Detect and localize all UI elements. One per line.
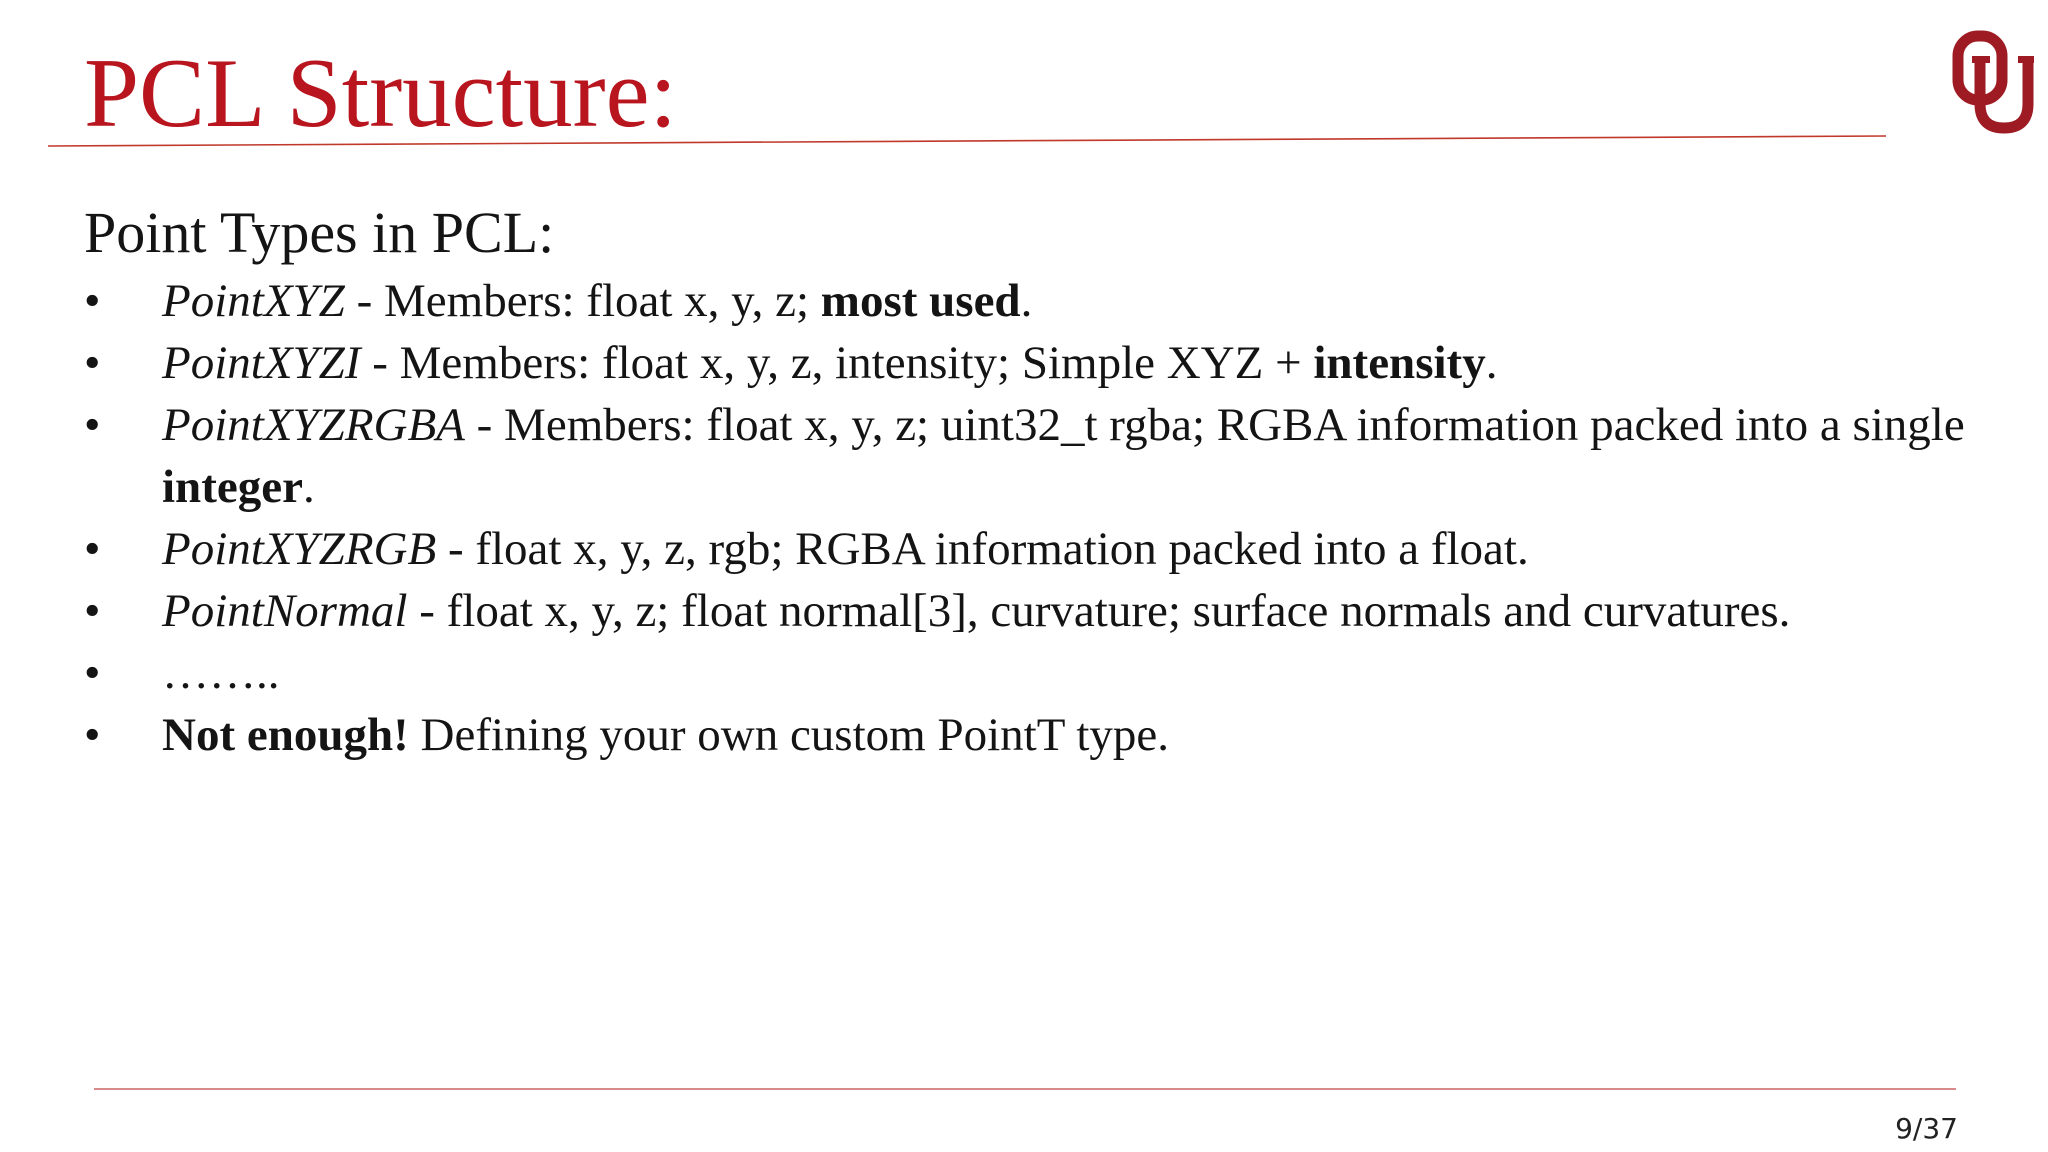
point-type-name: PointNormal — [162, 585, 408, 637]
list-item — [0, 642, 2048, 704]
list-item — [0, 394, 2048, 518]
punctuation: . — [1485, 337, 1498, 389]
point-type-description: Defining your own custom PointT type. — [408, 709, 1169, 761]
point-type-description: - Members: float x, y, z; uint32_t rgba; RGBA information packed into a single — [464, 399, 1965, 451]
point-type-description: - float x, y, z; float normal[3], curvature; surface normals and curvatures. — [407, 585, 1791, 637]
list-item — [0, 580, 2048, 642]
point-type-description: - float x, y, z, rgb; RGBA information packed into a float. — [436, 523, 1529, 575]
point-type-name: PointXYZI — [162, 337, 361, 389]
slide-title: PCL Structure: — [84, 39, 678, 148]
ellipsis-text: …….. — [162, 647, 280, 699]
list-item — [0, 332, 2048, 394]
list-item — [0, 270, 2048, 332]
point-type-description: - Members: float x, y, z; — [344, 275, 821, 327]
point-type-name: PointXYZRGB — [162, 523, 437, 575]
emphasis-text: most used — [820, 275, 1021, 327]
point-type-name: PointXYZ — [162, 275, 345, 327]
list-item — [0, 518, 2048, 580]
university-logo — [1950, 30, 2034, 134]
list-item — [0, 704, 2048, 766]
footer-divider — [94, 1088, 1956, 1090]
emphasis-text: Not enough! — [162, 709, 409, 761]
punctuation: . — [302, 461, 315, 513]
punctuation: . — [1020, 275, 1033, 327]
point-type-name: PointXYZRGBA — [162, 399, 465, 451]
section-heading: Point Types in PCL: — [84, 200, 555, 265]
point-type-description: - Members: float x, y, z, intensity; Simple XYZ + — [360, 337, 1314, 389]
emphasis-text: integer — [162, 461, 303, 513]
point-type-list — [0, 270, 2048, 766]
page-number: 9/37 — [1895, 1112, 1958, 1145]
title-underline — [48, 134, 1886, 148]
emphasis-text: intensity — [1313, 337, 1486, 389]
